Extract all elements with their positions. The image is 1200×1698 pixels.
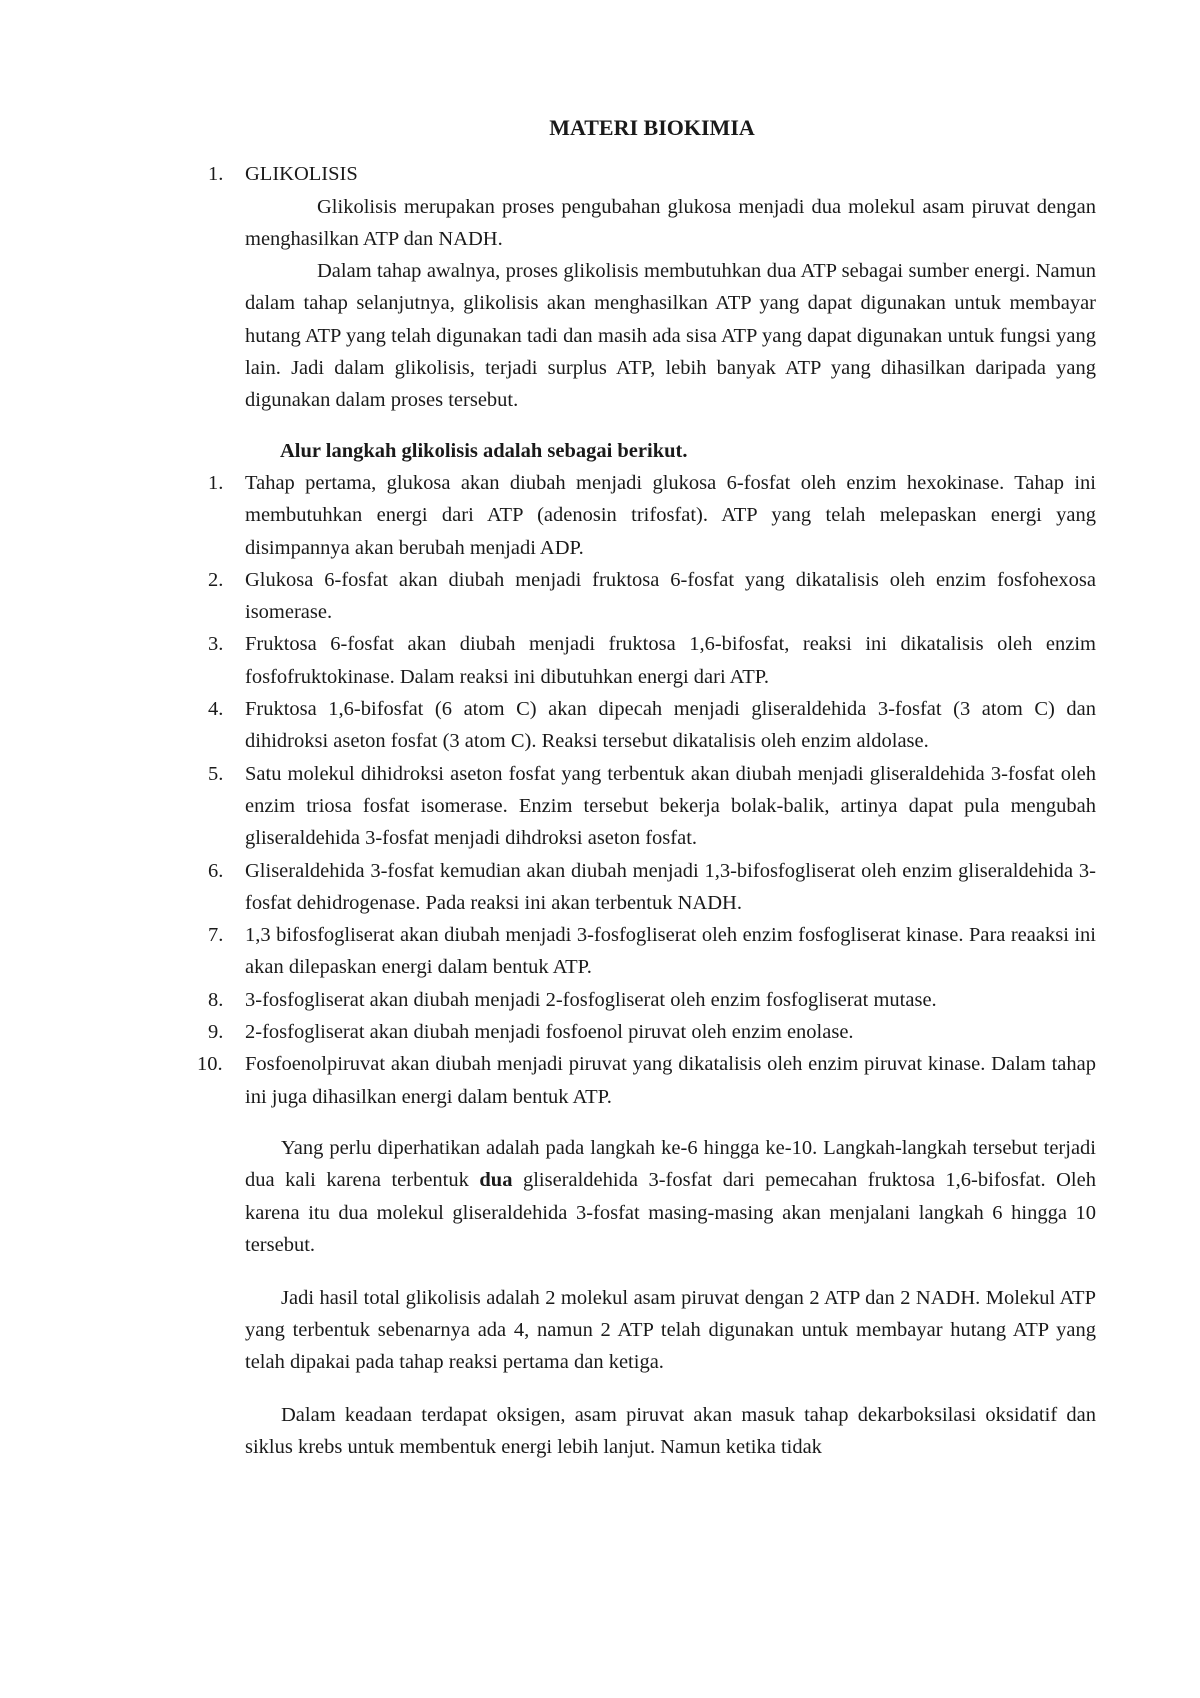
list-item xyxy=(208,758,1096,855)
step-text: Fosfoenolpiruvat akan diubah menjadi piruvat yang dikatalisis oleh enzim piruvat kinase. Dalam tahap ini juga dihasilkan energi dalam bentuk ATP. xyxy=(245,1053,1096,1108)
list-item xyxy=(208,855,1096,920)
step-text: 2-fosfogliserat akan diubah menjadi fosfoenol piruvat oleh enzim enolase. xyxy=(245,1021,854,1044)
list-item xyxy=(208,628,1096,693)
steps-heading: Alur langkah glikolisis adalah sebagai berikut. xyxy=(280,439,688,462)
step-text: Tahap pertama, glukosa akan diubah menjadi glukosa 6-fosfat oleh enzim hexokinase. Tahap ini membutuhkan energi dari ATP (adenosin trifosfat). ATP yang telah melepaskan energi yang disimpannya akan berubah menjadi ADP. xyxy=(245,471,1096,559)
step-text: Satu molekul dihidroksi aseton fosfat yang terbentuk akan diubah menjadi gliseraldehida 3-fosfat oleh enzim triosa fosfat isomerase. Enzim tersebut bekerja bolak-balik, artinya dapat pula mengubah gliseraldehida 3-fosfat menjadi dihdroksi aseton fosfat. xyxy=(245,762,1096,850)
step-number: 1. xyxy=(208,471,224,494)
list-item xyxy=(208,984,1096,1016)
step-text: 1,3 bifosfogliserat akan diubah menjadi 3-fosfogliserat oleh enzim fosfogliserat kinase. Para reaaksi ini akan dilepaskan energi dalam bentuk ATP. xyxy=(245,924,1096,979)
step-number: 8. xyxy=(208,988,224,1011)
step-text: Fruktosa 1,6-bifosfat (6 atom C) akan dipecah menjadi gliseraldehida 3-fosfat (3 atom C) dan dihidroksi aseton fosfat (3 atom C). Reaksi tersebut dikatalisis oleh enzim aldolase. xyxy=(245,698,1096,753)
document-title: MATERI BIOKIMIA xyxy=(549,115,755,140)
continuation-paragraph: Dalam keadaan terdapat oksigen, asam piruvat akan masuk tahap dekarboksilasi oksidatif dan siklus krebs untuk membentuk energi lebih lanjut. Namun ketika tidak xyxy=(245,1403,1096,1459)
section-heading: GLIKOLISIS xyxy=(245,163,358,186)
summary-paragraph: Jadi hasil total glikolisis adalah 2 molekul asam piruvat dengan 2 ATP dan 2 NADH. Molekul ATP yang terbentuk sebenarnya ada 4, namun 2 ATP telah digunakan untuk membayar hutang ATP yang telah dipakai pada tahap reaksi pertama dan ketiga. xyxy=(245,1286,1096,1374)
intro-paragraph-1: Glikolisis merupakan proses pengubahan glukosa menjadi dua molekul asam piruvat dengan menghasilkan ATP dan NADH. xyxy=(245,195,1096,250)
step-text: Glukosa 6-fosfat akan diubah menjadi fruktosa 6-fosfat yang dikatalisis oleh enzim fosfohexosa isomerase. xyxy=(245,568,1096,624)
step-number: 2. xyxy=(208,568,224,591)
list-item xyxy=(208,919,1096,984)
section-glikolisis xyxy=(208,158,1096,416)
list-item xyxy=(208,564,1096,629)
note-text-after: gliseraldehida 3-fosfat dari pemecahan fruktosa 1,6-bifosfat. Oleh karena itu dua molekul gliseraldehida 3-fosfat masing-masing akan menjalani langkah 6 hingga 10 tersebut. xyxy=(245,1169,1096,1256)
list-item xyxy=(197,1048,1096,1113)
step-number: 6. xyxy=(208,859,224,882)
note-text-before: Yang perlu diperhatikan adalah pada langkah ke-6 hingga ke-10. Langkah-langkah tersebut terjadi dua kali karena terbentuk xyxy=(245,1136,1096,1192)
step-number: 4. xyxy=(208,698,224,721)
list-item xyxy=(208,693,1096,758)
step-text: Gliseraldehida 3-fosfat kemudian akan diubah menjadi 1,3-bifosfogliserat oleh enzim gliseraldehida 3-fosfat dehidrogenase. Pada reaksi ini akan terbentuk NADH. xyxy=(245,859,1096,914)
step-number: 9. xyxy=(208,1021,224,1044)
note-paragraph xyxy=(208,1132,1096,1261)
step-text: 3-fosfogliserat akan diubah menjadi 2-fosfogliserat oleh enzim fosfogliserat mutase. xyxy=(245,988,937,1011)
note-emphasis: dua xyxy=(479,1169,513,1192)
step-number: 3. xyxy=(208,633,224,656)
document-body xyxy=(197,112,1096,1484)
intro-paragraph-2: Dalam tahap awalnya, proses glikolisis membutuhkan dua ATP sebagai sumber energi. Namun dalam tahap selanjutnya, glikolisis akan menghasilkan ATP yang dapat digunakan untuk membayar hutang ATP yang telah digunakan tadi dan masih ada sisa ATP yang dapat digunakan untuk fungsi yang lain. Jadi dalam glikolisis, terjadi surplus ATP, lebih banyak ATP yang dihasilkan daripada yang digunakan dalam proses tersebut. xyxy=(245,260,1096,412)
step-number: 7. xyxy=(208,924,224,947)
step-number: 10. xyxy=(197,1053,223,1076)
step-text: Fruktosa 6-fosfat akan diubah menjadi fruktosa 1,6-bifosfat, reaksi ini dikatalisis oleh enzim fosfofruktokinase. Dalam reaksi ini dibutuhkan energi dari ATP. xyxy=(245,633,1096,688)
step-number: 5. xyxy=(208,762,224,785)
list-item xyxy=(208,1016,1096,1048)
steps-list xyxy=(197,467,1096,1113)
list-item xyxy=(208,467,1096,564)
section-number: 1. xyxy=(208,163,224,186)
